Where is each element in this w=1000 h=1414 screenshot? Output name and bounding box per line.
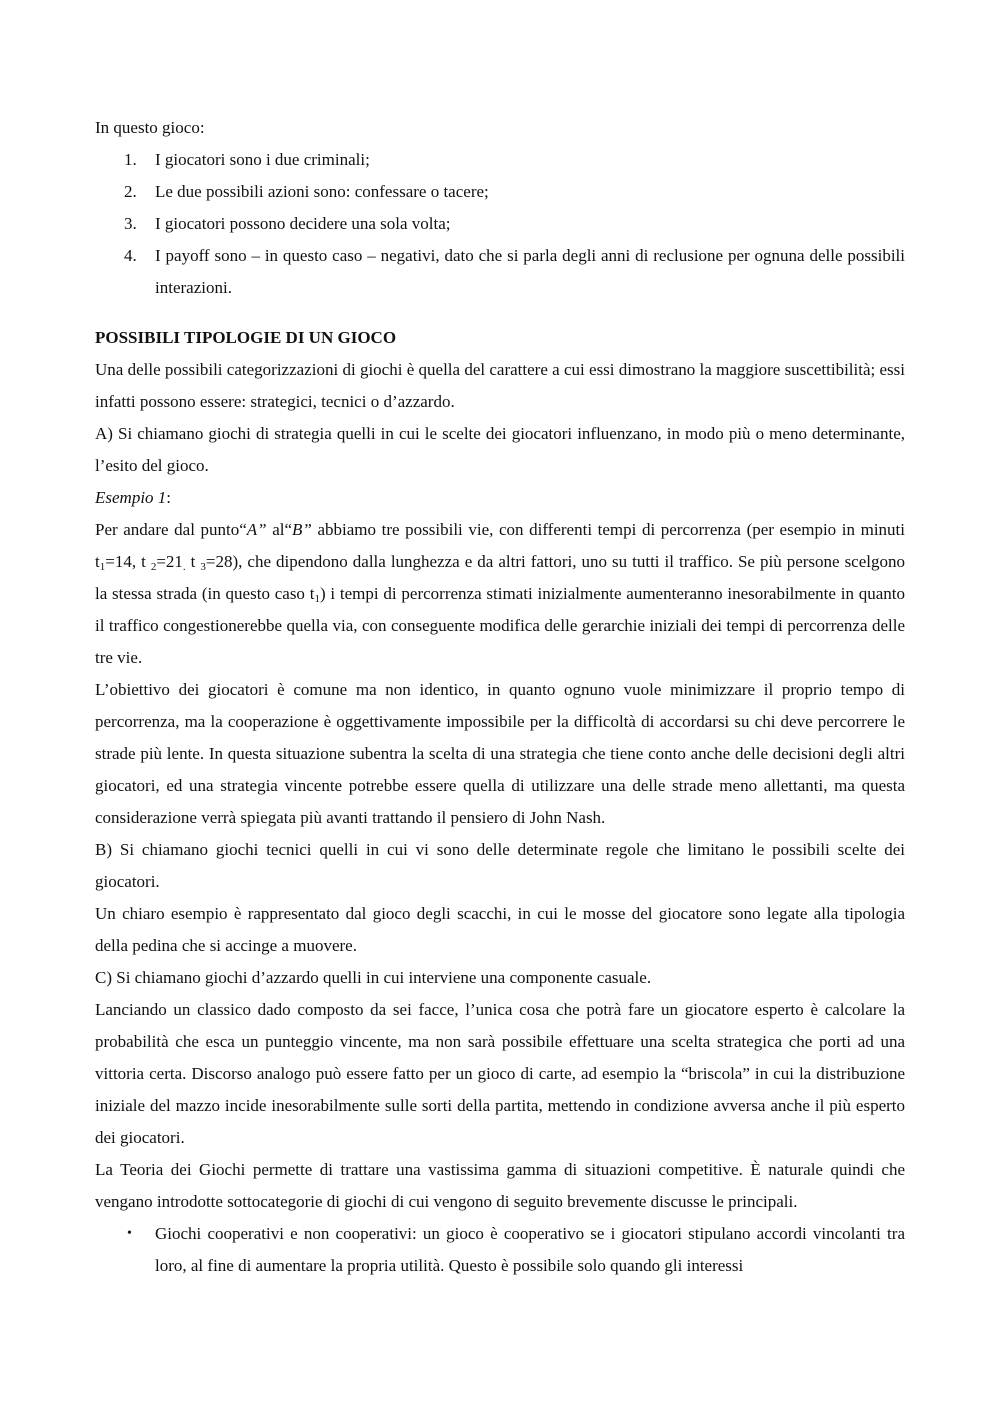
example-text: =28), che dipendono dalla lunghezza e da altri fattori, uno su tutti il traffico. Se più persone scelgono la stessa strada (in questo caso t (95, 552, 905, 603)
list-item (95, 240, 905, 304)
bullet-item-text: Giochi cooperativi e non cooperativi: un gioco è cooperativo se i giocatori stipulano accordi vincolanti tra loro, al fine di aumentare la propria utilità. Questo è possibile solo quando gli interessi (155, 1224, 905, 1275)
list-item (95, 176, 905, 208)
example-text: al“ (266, 520, 293, 539)
list-item (95, 208, 905, 240)
list-item-text: Le due possibili azioni sono: confessare o tacere; (155, 182, 489, 201)
list-item-text: I payoff sono – in questo caso – negativi, dato che si parla degli anni di reclusione per ognuna delle possibili interazioni. (155, 246, 905, 297)
bullet-list (95, 1218, 905, 1282)
list-item-text: I giocatori sono i due criminali; (155, 150, 370, 169)
example-colon: : (166, 488, 172, 507)
list-number: 4. (124, 246, 137, 265)
example-text: =14, t (105, 552, 151, 571)
subscript: 3 (200, 561, 206, 573)
numbered-list (95, 144, 905, 304)
paragraph-chess-example: Un chiaro esempio è rappresentato dal gioco degli scacchi, in cui le mosse del giocatore sono legate alla tipologia della pedina che si accinge a muovere. (95, 904, 905, 955)
document-page (95, 112, 905, 1282)
bullet-item (95, 1218, 905, 1282)
example-text: ) i tempi di percorrenza stimati inizialmente aumenteranno inesorabilmente in quanto il traffico congestionerebbe quella via, con conseguente modifica delle gerarchie iniziali dei tempi di percorrenza delle tre vie. (95, 584, 906, 667)
section-heading: POSSIBILI TIPOLOGIE DI UN GIOCO (95, 328, 397, 347)
example-heading (95, 482, 905, 514)
intro-text: In questo gioco: (95, 118, 205, 137)
list-number: 3. (124, 214, 137, 233)
example-text: abbiamo tre possibili vie, con differenti tempi di percorrenza (per esempio in minuti t (95, 520, 905, 571)
paragraph-game-theory: La Teoria dei Giochi permette di trattare una vastissima gamma di situazioni competitive. È naturale quindi che vengano introdotte sottocategorie di giochi di cui vengono di seguito brevemente discusse le principali. (95, 1160, 905, 1211)
list-item (95, 144, 905, 176)
paragraph-objective: L’obiettivo dei giocatori è comune ma non identico, in quanto ognuno vuole minimizzare il proprio tempo di percorrenza, ma la cooperazione è oggettivamente impossibile per la difficoltà di accordarsi su chi deve percorrere le strade più lente. In questa situazione subentra la scelta di una strategia che tiene conto anche delle decisioni degli altri giocatori, ed una strategia vincente potrebbe essere quella di utilizzare una delle strade meno allettanti, ma questa considerazione verrà spiegata più avanti trattando il pensiero di John Nash. (95, 680, 905, 827)
list-number: 1. (124, 150, 137, 169)
list-item-text: I giocatori possono decidere una sola volta; (155, 214, 451, 233)
list-number: 2. (124, 182, 137, 201)
bullet-icon: • (127, 1226, 132, 1241)
subscript: . (182, 561, 186, 573)
subscript: 1 (99, 561, 106, 573)
subscript: 1 (314, 593, 320, 605)
paragraph-categorization: Una delle possibili categorizzazioni di giochi è quella del carattere a cui essi dimostrano la maggiore suscettibilità; essi infatti possono essere: strategici, tecnici o d’azzardo. (95, 360, 905, 411)
paragraph-strategy-games: A) Si chiamano giochi di strategia quelli in cui le scelte dei giocatori influenzano, in modo più o meno determinante, l’esito del gioco. (95, 424, 905, 475)
example-text: t (185, 552, 201, 571)
point-b-label: B” (292, 520, 312, 539)
paragraph-dice-example: Lanciando un classico dado composto da sei facce, l’unica cosa che potrà fare un giocatore esperto è calcolare la probabilità che esca un punteggio vincente, ma non sarà possibile effettuare una scelta strategica che porti ad una vittoria certa. Discorso analogo può essere fatto per un gioco di carte, ad esempio la “briscola” in cui la distribuzione iniziale del mazzo incide inesorabilmente sulle sorti della partita, mettendo in condizione avversa anche il più esperto dei giocatori. (95, 1000, 905, 1147)
example-text: =21 (156, 552, 183, 571)
example-label: Esempio 1 (95, 488, 167, 507)
subscript: 2 (150, 561, 157, 573)
example-text: Per andare dal punto“ (95, 520, 247, 539)
paragraph-technical-games: B) Si chiamano giochi tecnici quelli in cui vi sono delle determinate regole che limitano le possibili scelte dei giocatori. (95, 840, 905, 891)
paragraph-gambling-games: C) Si chiamano giochi d’azzardo quelli in cui interviene una componente casuale. (95, 968, 652, 987)
point-a-label: A” (246, 520, 267, 539)
paragraph-example (95, 514, 905, 674)
